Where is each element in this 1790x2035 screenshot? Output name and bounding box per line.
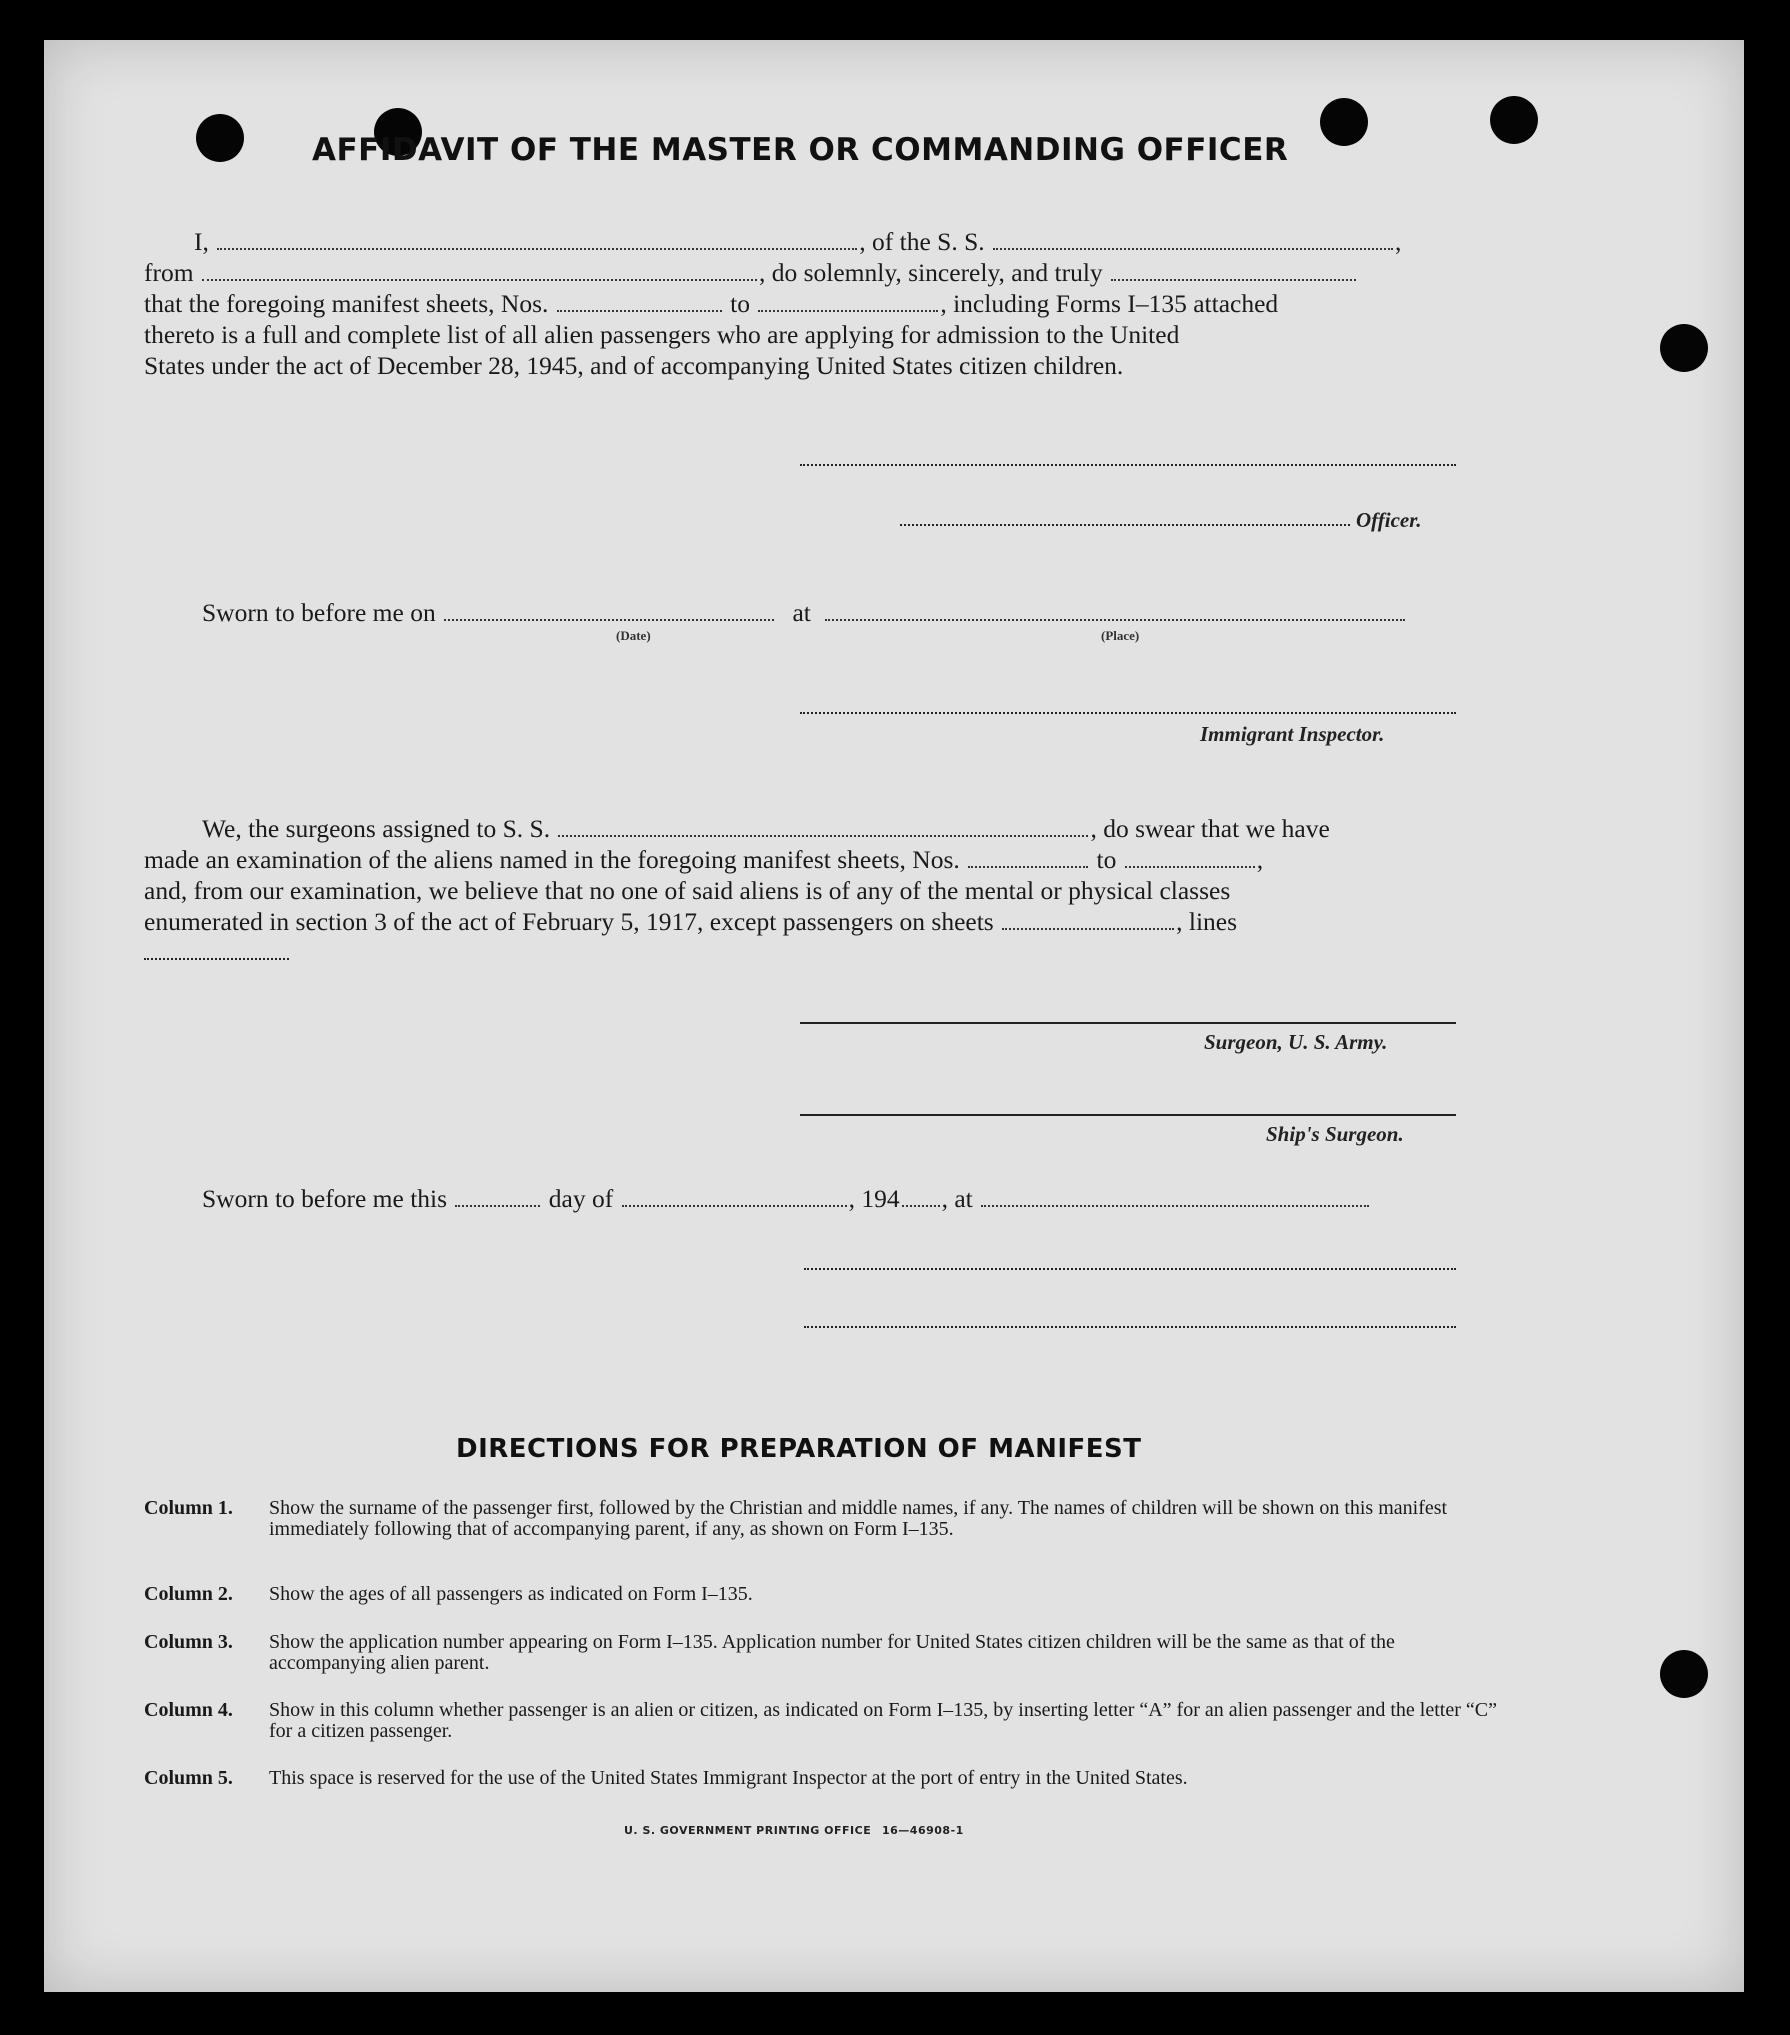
sworn-text: at [792,598,811,627]
ship-surgeon-signature-line[interactable] [800,1114,1456,1116]
surgeon-line-1 [202,813,1330,844]
port-from-field[interactable] [202,259,757,281]
punch-hole [1660,1650,1708,1698]
declare-field[interactable] [1111,259,1356,281]
surgeon-text: We, the surgeons assigned to S. S. [202,814,551,843]
inspector-label: Immigrant Inspector. [1200,722,1385,746]
ship-surgeon-label: Ship's Surgeon. [1266,1122,1404,1146]
sworn-text: day of [548,1184,614,1213]
punch-hole [1320,98,1368,146]
punch-hole [1660,324,1708,372]
affidavit-line-5: States under the act of December 28, 1945, and of accompanying United States citizen children. [144,351,1124,380]
affidavit-line-4: thereto is a full and complete list of all alien passengers who are applying for admission to the United [144,320,1180,349]
officer-signature-line[interactable] [800,464,1456,466]
officer-name-line[interactable] [900,524,1350,526]
surgeon-text: enumerated in section 3 of the act of February 5, 1917, except passengers on sheets [144,907,994,936]
signature-line-b[interactable] [804,1326,1456,1328]
affidavit-line-3 [144,288,1278,319]
army-surgeon-signature-line[interactable] [800,1022,1456,1024]
punch-hole [1490,96,1538,144]
sworn-text: Sworn to before me this [202,1184,448,1213]
surgeon-text: , [1256,845,1264,874]
affidavit-line-1 [194,226,1401,257]
army-surgeon-label: Surgeon, U. S. Army. [1204,1030,1388,1054]
direction-text: Show the surname of the passenger first, followed by the Christian and middle names, if any. The names of children will be shown on this manifest immediately following that of accompanying parent, if any, as shown on Form I–135. [269,1497,1448,1540]
affidavit-text: , [1395,227,1402,256]
form-code: 16—46908-1 [882,1824,964,1837]
sworn-day-field[interactable] [455,1185,540,1207]
surgeon-text: , lines [1176,907,1238,936]
direction-text: Show in this column whether passenger is an alien or citizen, as indicated on Form I–135, by inserting letter “A” for an alien passenger and the letter “C” for a citizen passenger. [269,1699,1497,1742]
surgeon-text: to [1096,845,1117,874]
master-name-field[interactable] [217,228,857,250]
direction-text: Show the ages of all passengers as indicated on Form I–135. [269,1583,753,1605]
officer-label: Officer. [1356,508,1422,532]
punch-hole [196,114,244,162]
direction-label: Column 3. [144,1631,233,1653]
ship-name-field[interactable] [993,228,1393,250]
direction-label: Column 1. [144,1497,233,1519]
surgeon-sheet-from-field[interactable] [968,846,1088,868]
date-caption: (Date) [616,628,651,643]
surgeon-sheet-to-field[interactable] [1125,846,1255,868]
form-page [44,40,1744,1992]
sheet-from-field[interactable] [557,290,722,312]
directions-title: DIRECTIONS FOR PREPARATION OF MANIFEST [456,1434,1142,1464]
sworn-month-field[interactable] [622,1185,847,1207]
affidavit-text: , including Forms I–135 attached [940,289,1279,318]
sworn-text: , 194 [848,1184,900,1213]
affidavit-text: , of the S. S. [859,227,985,256]
affidavit-text: that the foregoing manifest sheets, Nos. [144,289,549,318]
place-caption: (Place) [1101,628,1140,643]
printing-office-imprint: U. S. GOVERNMENT PRINTING OFFICE [624,1824,872,1837]
direction-text: Show the application number appearing on Form I–135. Application number for United States citizen children will be the same as that of the accompanying alien parent. [269,1631,1395,1674]
direction-label: Column 2. [144,1583,233,1605]
affidavit-text: I, [194,227,209,256]
except-lines-field[interactable] [144,958,289,960]
sheet-to-field[interactable] [758,290,938,312]
affidavit-text: from [144,258,194,287]
sworn-location-field[interactable] [981,1185,1369,1207]
sworn-line-2 [202,1183,1371,1214]
except-sheets-field[interactable] [1002,908,1174,930]
sworn-place-field[interactable] [825,599,1405,621]
sworn-line-1 [202,597,1407,628]
signature-line-a[interactable] [804,1268,1456,1270]
surgeon-line-4 [144,906,1237,937]
direction-label: Column 5. [144,1767,233,1789]
affidavit-title: AFFIDAVIT OF THE MASTER OR COMMANDING OFFICER [312,132,1289,168]
inspector-signature-line[interactable] [800,712,1456,714]
surgeon-text: , do swear that we have [1090,814,1330,843]
sworn-text: , at [941,1184,973,1213]
surgeon-line-3: and, from our examination, we believe that no one of said aliens is of any of the mental or physical classes [144,876,1231,905]
surgeon-text: made an examination of the aliens named in the foregoing manifest sheets, Nos. [144,845,960,874]
direction-label: Column 4. [144,1699,233,1721]
sworn-date-field[interactable] [444,599,774,621]
sworn-year-field[interactable] [902,1185,940,1207]
affidavit-text: to [730,289,750,318]
affidavit-line-2 [144,257,1358,288]
direction-text: This space is reserved for the use of the United States Immigrant Inspector at the port of entry in the United States. [269,1767,1188,1789]
surgeon-line-2 [144,844,1263,875]
sworn-text: Sworn to before me on [202,598,436,627]
affidavit-text: , do solemnly, sincerely, and truly [758,258,1103,287]
surgeon-ship-field[interactable] [558,815,1088,837]
